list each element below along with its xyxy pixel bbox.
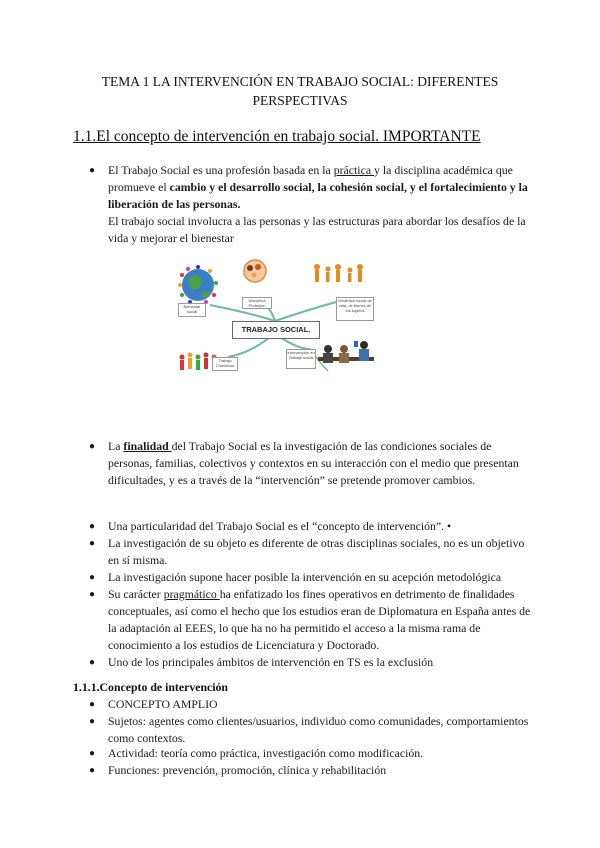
list-item: La investigación supone hacer posible la intervención en su acepción metodológica [108, 570, 502, 584]
subsection-heading: 1.1.1.Concepto de intervención [73, 680, 228, 694]
list-item: La investigación de su objeto es diferente de otras disciplinas sociales, no es un objetivo en sí misma. [108, 536, 525, 567]
bullet-icon: ● [89, 521, 96, 532]
text: y la disciplina académica que promueve el [108, 163, 513, 194]
globe-icon [182, 269, 214, 301]
text: ha enfatizado los fines operativos en detrimento de finalidades conceptuales, así como el hecho que los estudios eran de Diplomatura en España antes de la adaptación al EEES, lo que ha no ha permitido el acceso a la misma rama de conocimiento a los estudios de Licenciatura y Doctorado. [108, 587, 531, 652]
list-item [108, 586, 536, 654]
document-title: TEMA 1 LA INTERVENCIÓN EN TRABAJO SOCIAL: DIFERENTES PERSPECTIVAS [101, 74, 499, 108]
bold-text: cambio y el desarrollo social, la cohesión social, y el fortalecimiento y la liberación de las personas. [108, 180, 528, 211]
section-heading: 1.1.El concepto de intervención en trabajo social. IMPORTANTE [73, 128, 481, 145]
text: El Trabajo Social es una profesión basada en la [108, 163, 334, 177]
node-dinamica: Dinámica social de vida, de bienes de los sujetos [336, 297, 374, 321]
list-item: Actividad: teoría como práctica, investigación como modificación. [108, 746, 424, 760]
paragraph-finalidad [108, 438, 536, 489]
walking-people-icon [314, 264, 363, 282]
bullet-icon: ● [89, 765, 96, 776]
text: del Trabajo Social es la investigación de las condiciones sociales de personas, familias, colectivos y contextos en su interacción con el medio que presentan dificultades, y es a través de la “intervención” se pretende promover cambios. [108, 439, 519, 487]
node-colectivos: Trabajo Colectivos [212, 357, 238, 371]
node-bienestar: Bienestar social [178, 303, 206, 317]
bullet-icon: ● [89, 699, 96, 710]
list-item: CONCEPTO AMPLIO [108, 697, 218, 711]
desk-meeting-icon [318, 341, 374, 363]
underlined-term: pragmático [163, 587, 220, 601]
node-disciplina: Disciplina Profesión [242, 297, 272, 309]
bullet-icon: ● [89, 589, 96, 600]
colorful-people-icon [180, 353, 217, 371]
list-item: Una particularidad del Trabajo Social es el “concepto de intervención”. • [108, 519, 452, 533]
bullet-icon: ● [89, 572, 96, 583]
text: La [108, 439, 124, 453]
underlined-term: práctica [333, 163, 375, 177]
paragraph-definition [108, 162, 536, 213]
bullet-icon: ● [89, 657, 96, 668]
list-item: Sujetos: agentes como clientes/usuarios, individuo como comunidades, comportamientos como contextos. [108, 714, 529, 745]
node-intervencion: Intervención en Trabajo social [286, 349, 316, 369]
diagram-center: TRABAJO SOCIAL. [232, 321, 320, 339]
bullet-icon: ● [89, 165, 96, 176]
bullet-icon: ● [89, 716, 96, 727]
family-icon [244, 260, 266, 282]
bullet-icon: ● [89, 538, 96, 549]
social-work-diagram [170, 253, 380, 381]
bold-underlined-term: finalidad [123, 439, 172, 453]
paragraph-involvement: El trabajo social involucra a las personas y las estructuras para abordar los desafíos de la vida y mejorar el bienestar [108, 214, 526, 245]
bullet-icon: ● [89, 441, 96, 452]
text: Su carácter [108, 587, 164, 601]
list-item: Uno de los principales ámbitos de intervención en TS es la exclusión [108, 655, 434, 669]
bullet-icon: ● [89, 748, 96, 759]
list-item: Funciones: prevención, promoción, clínica y rehabilitación [108, 763, 387, 777]
